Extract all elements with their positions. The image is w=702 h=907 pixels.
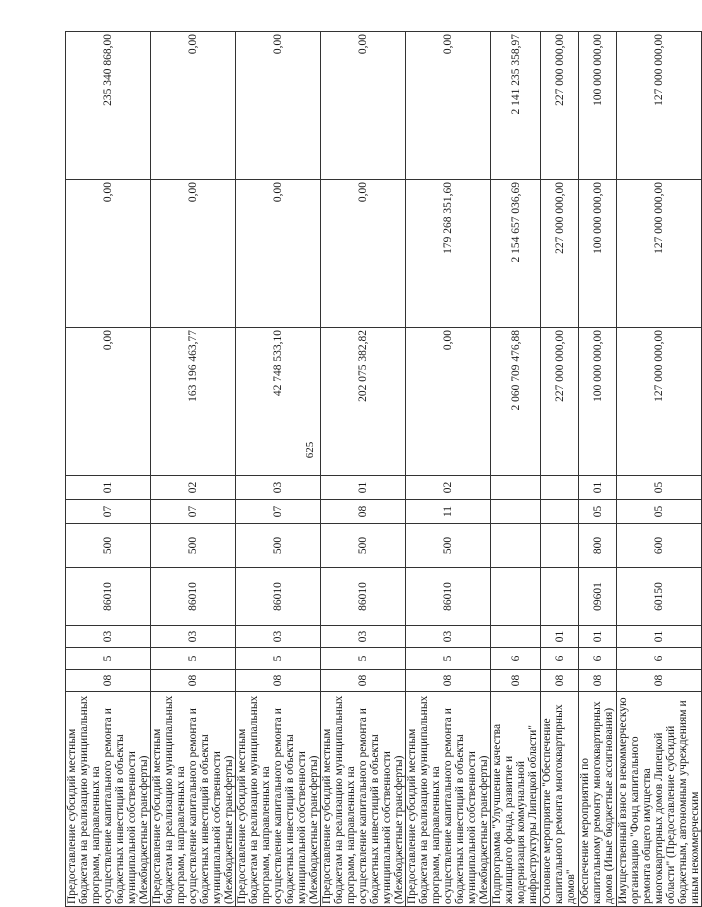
- subsection-code: 02: [151, 476, 236, 500]
- section-code: 08: [321, 500, 406, 524]
- program-code: 08: [236, 670, 321, 692]
- amount-year-2: 0,00: [236, 180, 321, 328]
- amount-year-2: 127 000 000,00: [617, 180, 702, 328]
- amount-year-1: 100 000 000,00: [579, 328, 617, 476]
- direction-code: [541, 568, 579, 626]
- subsection-code: 01: [579, 476, 617, 500]
- table-row: [579, 32, 617, 907]
- direction-code: 60150: [617, 568, 702, 626]
- amount-year-1: 42 748 533,10: [236, 328, 321, 476]
- expense-type-code: 600: [617, 524, 702, 568]
- amount-year-1: 163 196 463,77: [151, 328, 236, 476]
- section-code: 07: [66, 500, 151, 524]
- table-row: [491, 32, 541, 907]
- event-code: 03: [236, 626, 321, 648]
- direction-code: 86010: [151, 568, 236, 626]
- row-name: Предоставление субсидий местным бюджетам на реализацию муниципальных программ, направленных на осуществление капитального ремонта и бюджетных инвестиций в объекты муниципальной собственности (Межбюджетные трансферты): [66, 692, 151, 907]
- section-code: [541, 500, 579, 524]
- budget-table: [65, 31, 702, 907]
- subsection-code: [491, 476, 541, 500]
- section-code: 07: [151, 500, 236, 524]
- event-code: 01: [579, 626, 617, 648]
- row-name: Предоставление субсидий местным бюджетам на реализацию муниципальных программ, направленных на осуществление капитального ремонта и бюджетных инвестиций в объекты муниципальной собственности (Межбюджетные трансферты): [236, 692, 321, 907]
- direction-code: 09601: [579, 568, 617, 626]
- amount-year-3: 2 141 235 358,97: [491, 32, 541, 180]
- program-code: 08: [151, 670, 236, 692]
- section-code: 05: [617, 500, 702, 524]
- direction-code: [491, 568, 541, 626]
- amount-year-3: 235 340 868,00: [66, 32, 151, 180]
- event-code: 03: [406, 626, 491, 648]
- expense-type-code: 500: [321, 524, 406, 568]
- amount-year-2: 0,00: [151, 180, 236, 328]
- event-code: 03: [321, 626, 406, 648]
- amount-year-2: 0,00: [321, 180, 406, 328]
- amount-year-3: 227 000 000,00: [541, 32, 579, 180]
- program-code: 08: [491, 670, 541, 692]
- subsection-code: 01: [321, 476, 406, 500]
- section-code: 07: [236, 500, 321, 524]
- expense-type-code: 500: [66, 524, 151, 568]
- expense-type-code: 500: [236, 524, 321, 568]
- expense-type-code: 800: [579, 524, 617, 568]
- subprogram-code: 6: [617, 648, 702, 670]
- amount-year-2: 179 268 351,60: [406, 180, 491, 328]
- amount-year-2: 227 000 000,00: [541, 180, 579, 328]
- subsection-code: 05: [617, 476, 702, 500]
- budget-table-sheet: [65, 32, 701, 907]
- row-name: Имущественный взнос в некоммерческую организацию "Фонд капитального ремонта общего имущества многоквартирных домов Липецкой области" (Предоставление субсидий бюджетным, автономным учреждениям и иным некоммерческим: [617, 692, 702, 907]
- expense-type-code: [491, 524, 541, 568]
- table-row: [236, 32, 321, 907]
- table-row: [406, 32, 491, 907]
- amount-year-3: 0,00: [151, 32, 236, 180]
- expense-type-code: [541, 524, 579, 568]
- row-name: Предоставление субсидий местным бюджетам на реализацию муниципальных программ, направленных на осуществление капитального ремонта и бюджетных инвестиций в объекты муниципальной собственности (Межбюджетные трансферты): [406, 692, 491, 907]
- program-code: 08: [541, 670, 579, 692]
- direction-code: 86010: [236, 568, 321, 626]
- subprogram-code: 6: [491, 648, 541, 670]
- expense-type-code: 500: [406, 524, 491, 568]
- section-code: 05: [579, 500, 617, 524]
- event-code: 01: [541, 626, 579, 648]
- amount-year-1: 0,00: [66, 328, 151, 476]
- amount-year-1: 227 000 000,00: [541, 328, 579, 476]
- section-code: [491, 500, 541, 524]
- program-code: 08: [406, 670, 491, 692]
- amount-year-3: 0,00: [236, 32, 321, 180]
- row-name: Предоставление субсидий местным бюджетам на реализацию муниципальных программ, направленных на осуществление капитального ремонта и бюджетных инвестиций в объекты муниципальной собственности (Межбюджетные трансферты): [151, 692, 236, 907]
- direction-code: 86010: [321, 568, 406, 626]
- page-number: 625: [304, 441, 316, 459]
- row-name: Подпрограмма "Улучшение качества жилищного фонда, развитие и модернизация коммунальной инфраструктуры Липецкой области": [491, 692, 541, 907]
- program-code: 08: [579, 670, 617, 692]
- amount-year-1: 127 000 000,00: [617, 328, 702, 476]
- event-code: 03: [66, 626, 151, 648]
- amount-year-2: 0,00: [66, 180, 151, 328]
- subprogram-code: 5: [406, 648, 491, 670]
- table-row: [66, 32, 151, 907]
- subsection-code: [541, 476, 579, 500]
- subprogram-code: 5: [151, 648, 236, 670]
- subprogram-code: 6: [579, 648, 617, 670]
- amount-year-2: 100 000 000,00: [579, 180, 617, 328]
- row-name: Основное мероприятие "Обеспечение капитального ремонта многоквартирных домов": [541, 692, 579, 907]
- subsection-code: 01: [66, 476, 151, 500]
- row-name: Предоставление субсидий местным бюджетам на реализацию муниципальных программ, направленных на осуществление капитального ремонта и бюджетных инвестиций в объекты муниципальной собственности (Межбюджетные трансферты): [321, 692, 406, 907]
- subprogram-code: 5: [321, 648, 406, 670]
- amount-year-2: 2 154 657 036,69: [491, 180, 541, 328]
- amount-year-3: 0,00: [321, 32, 406, 180]
- program-code: 08: [66, 670, 151, 692]
- amount-year-1: 0,00: [406, 328, 491, 476]
- subsection-code: 02: [406, 476, 491, 500]
- amount-year-3: 100 000 000,00: [579, 32, 617, 180]
- program-code: 08: [617, 670, 702, 692]
- event-code: 03: [151, 626, 236, 648]
- amount-year-3: 0,00: [406, 32, 491, 180]
- row-name: Обеспечение мероприятий по капитальному ремонту многоквартирных домов (Иные бюджетные ассигнования): [579, 692, 617, 907]
- event-code: 01: [617, 626, 702, 648]
- table-row: [151, 32, 236, 907]
- amount-year-1: 202 075 382,82: [321, 328, 406, 476]
- amount-year-1: 2 060 709 476,88: [491, 328, 541, 476]
- subprogram-code: 5: [236, 648, 321, 670]
- direction-code: 86010: [66, 568, 151, 626]
- amount-year-3: 127 000 000,00: [617, 32, 702, 180]
- event-code: [491, 626, 541, 648]
- program-code: 08: [321, 670, 406, 692]
- table-row: [617, 32, 702, 907]
- table-row: [321, 32, 406, 907]
- expense-type-code: 500: [151, 524, 236, 568]
- subprogram-code: 5: [66, 648, 151, 670]
- section-code: 11: [406, 500, 491, 524]
- subsection-code: 03: [236, 476, 321, 500]
- subprogram-code: 6: [541, 648, 579, 670]
- table-row: [541, 32, 579, 907]
- direction-code: 86010: [406, 568, 491, 626]
